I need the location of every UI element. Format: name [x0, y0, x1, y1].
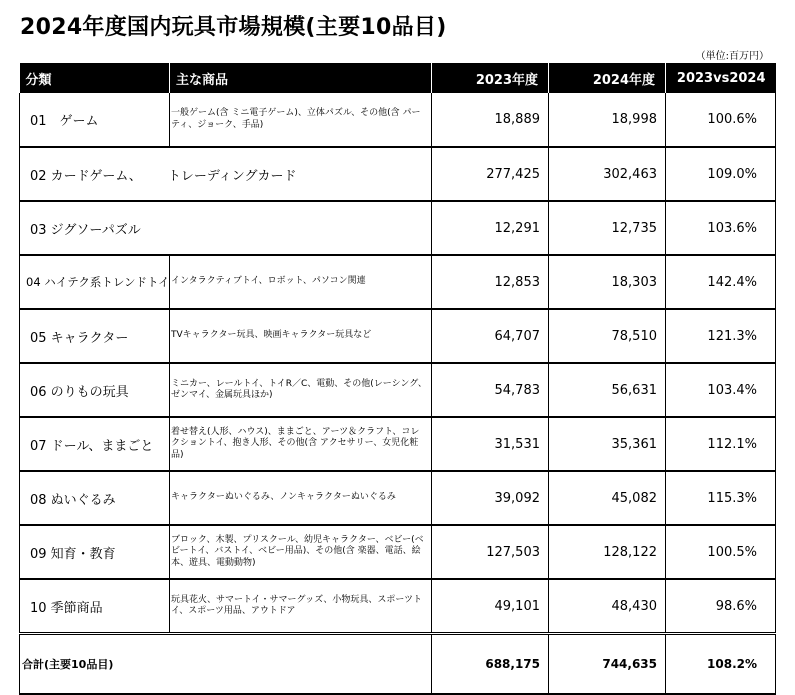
toy-market-table	[19, 63, 776, 695]
ratio-cell: 142.4%	[666, 255, 776, 309]
total-row	[20, 634, 776, 695]
ratio-cell: 103.4%	[666, 363, 776, 417]
value-2024-cell: 128,122	[549, 525, 666, 579]
products-cell: ミニカー、レールトイ、トイR／C、電動、その他(レーシング、ゼンマイ、金属玩具ほか)	[170, 363, 432, 417]
value-2023-cell: 64,707	[432, 309, 549, 363]
table-row	[20, 93, 776, 147]
unit-note: （単位:百万円）	[695, 51, 769, 62]
header-row	[20, 63, 776, 93]
ratio-cell: 100.6%	[666, 93, 776, 147]
ratio-cell: 109.0%	[666, 147, 776, 201]
value-2024-cell: 35,361	[549, 417, 666, 471]
ratio-cell: 103.6%	[666, 201, 776, 255]
ratio-cell: 98.6%	[666, 579, 776, 634]
products-cell: インタラクティブトイ、ロボット、パソコン関連	[170, 255, 432, 309]
header-ratio: 2023vs2024	[666, 63, 776, 93]
value-2024-cell: 18,303	[549, 255, 666, 309]
value-2024-cell: 56,631	[549, 363, 666, 417]
table-row	[20, 309, 776, 363]
category-cell: 09 知育・教育	[20, 525, 170, 579]
value-2023-cell: 39,092	[432, 471, 549, 525]
table-row	[20, 201, 776, 255]
page-title: 2024年度国内玩具市場規模(主要10品目)	[20, 15, 447, 40]
category-cell: 01 ゲーム	[20, 93, 170, 147]
category-cell: 08 ぬいぐるみ	[20, 471, 170, 525]
value-2024-cell: 45,082	[549, 471, 666, 525]
header-category: 分類	[20, 63, 170, 93]
products-cell: 玩具花火、サマートイ・サマーグッズ、小物玩具、スポーツトイ、スポーツ用品、アウトドア	[170, 579, 432, 634]
table-row	[20, 147, 776, 201]
category-cell: 07 ドール、ままごと	[20, 417, 170, 471]
value-2023-cell: 277,425	[432, 147, 549, 201]
category-cell: 05 キャラクター	[20, 309, 170, 363]
value-2023-cell: 49,101	[432, 579, 549, 634]
table-row	[20, 363, 776, 417]
value-2023-cell: 12,291	[432, 201, 549, 255]
value-2023-cell: 54,783	[432, 363, 549, 417]
total-label: 合計(主要10品目)	[20, 634, 432, 695]
header-2023: 2023年度	[432, 63, 549, 93]
category-label-continued: トレーディングカード	[167, 168, 297, 184]
category-cell: 10 季節商品	[20, 579, 170, 634]
table-row	[20, 579, 776, 634]
value-2023-cell: 31,531	[432, 417, 549, 471]
ratio-cell: 121.3%	[666, 309, 776, 363]
value-2023-cell: 18,889	[432, 93, 549, 147]
ratio-cell: 100.5%	[666, 525, 776, 579]
table-row	[20, 525, 776, 579]
table-row	[20, 255, 776, 309]
products-cell: ブロック、木製、プリスクール、幼児キャラクター、ベビー(ベビートイ、バストイ、ベビー用品)、その他(含 楽器、電話、絵本、遊具、電動動物)	[170, 525, 432, 579]
total-2023-cell: 688,175	[432, 634, 549, 695]
value-2024-cell: 302,463	[549, 147, 666, 201]
products-cell: キャラクターぬいぐるみ、ノンキャラクターぬいぐるみ	[170, 471, 432, 525]
products-cell: 着せ替え(人形、ハウス)、ままごと、アーツ＆クラフト、コレクショントイ、抱き人形、その他(含 アクセサリー、女児化粧品)	[170, 417, 432, 471]
header-products: 主な商品	[170, 63, 432, 93]
value-2024-cell: 18,998	[549, 93, 666, 147]
products-cell: TVキャラクター玩具、映画キャラクター玩具など	[170, 309, 432, 363]
value-2023-cell: 12,853	[432, 255, 549, 309]
total-2024-cell: 744,635	[549, 634, 666, 695]
total-ratio-cell: 108.2%	[666, 634, 776, 695]
category-cell: 03 ジグソーパズル	[20, 201, 432, 255]
ratio-cell: 112.1%	[666, 417, 776, 471]
header-2024: 2024年度	[549, 63, 666, 93]
table-row	[20, 417, 776, 471]
category-cell: 06 のりもの玩具	[20, 363, 170, 417]
table-row	[20, 471, 776, 525]
value-2024-cell: 48,430	[549, 579, 666, 634]
category-cell	[20, 147, 432, 201]
ratio-cell: 115.3%	[666, 471, 776, 525]
products-cell: 一般ゲーム(含 ミニ電子ゲーム)、立体パズル、その他(含 パーティ、ジョーク、手品)	[170, 93, 432, 147]
value-2024-cell: 12,735	[549, 201, 666, 255]
category-cell: 04 ハイテク系トレンドトイ	[20, 255, 170, 309]
value-2024-cell: 78,510	[549, 309, 666, 363]
category-label: 02 カードゲーム、	[30, 168, 142, 184]
value-2023-cell: 127,503	[432, 525, 549, 579]
